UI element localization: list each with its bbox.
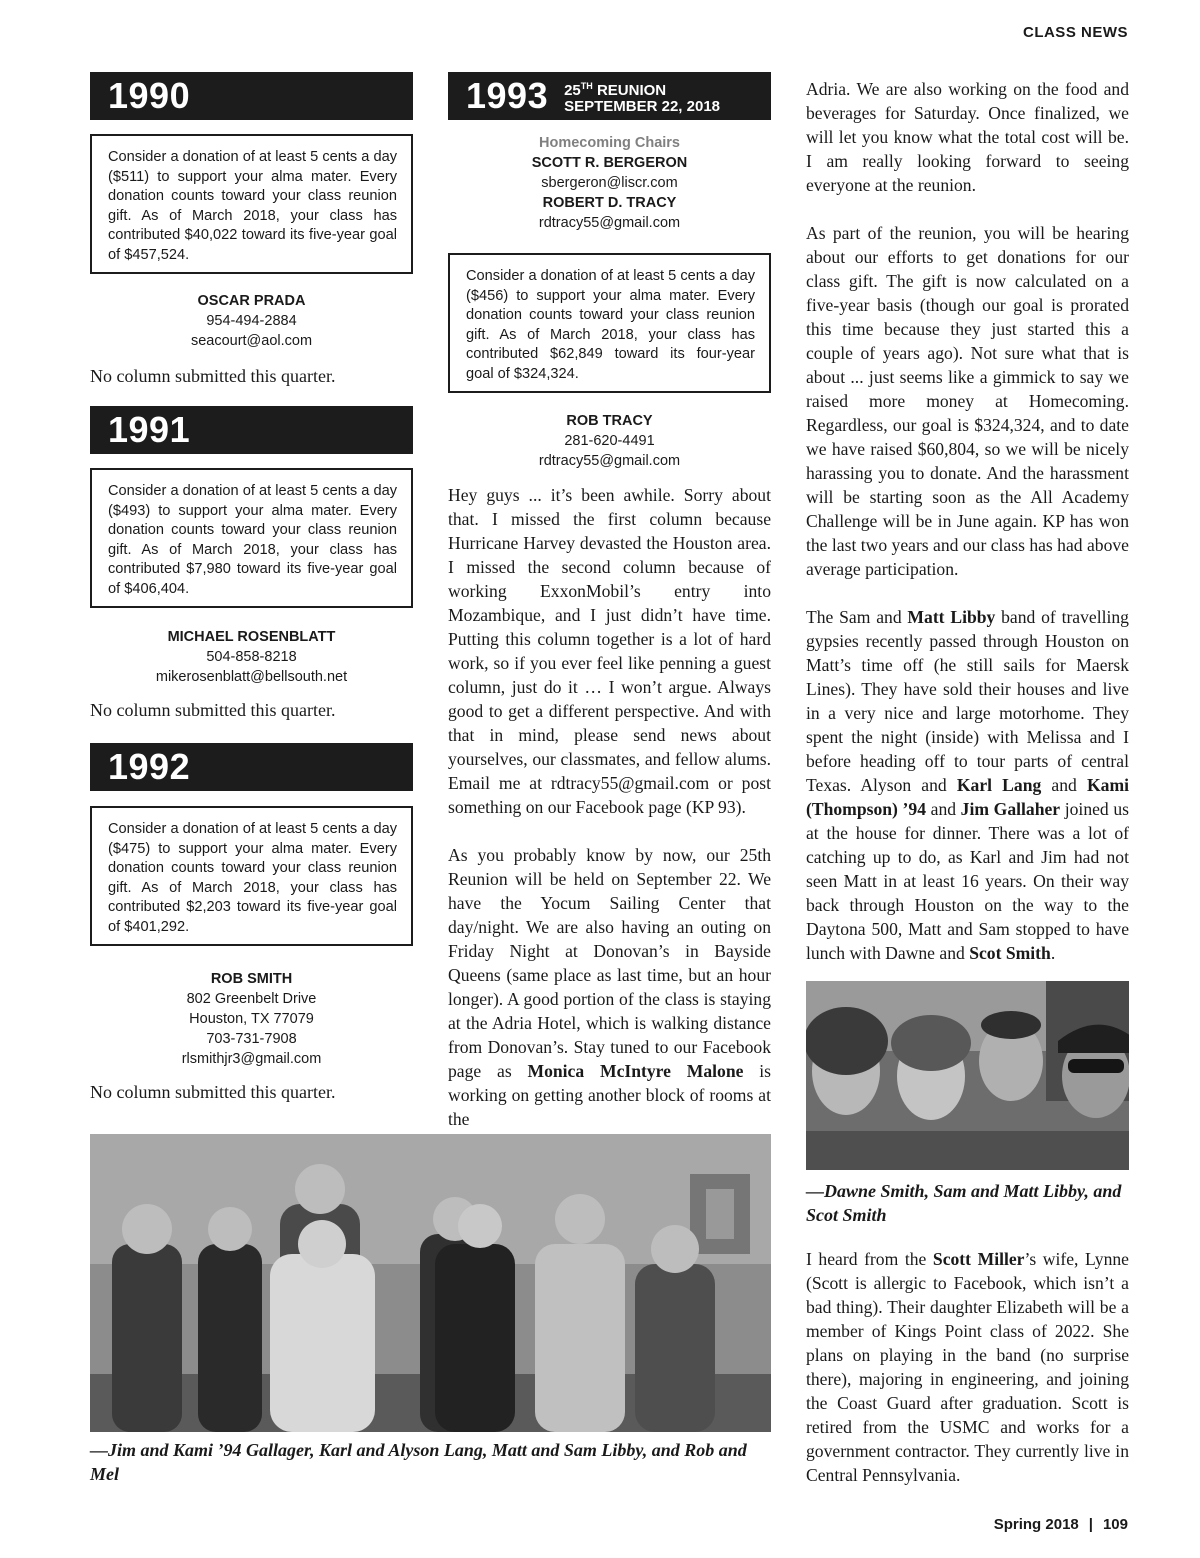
text-run: I heard from the bbox=[806, 1249, 933, 1269]
year-label: 1992 bbox=[108, 746, 191, 787]
text-run: The Sam and bbox=[806, 607, 908, 627]
contact-phone: 703-731-7908 bbox=[206, 1031, 297, 1047]
gift-box-1991: Consider a donation of at least 5 cents a day ($493) to support your alma mater. Every donation counts toward your class reunion gift. As of March 2018, your class has contributed $7,980 toward its five-year goal of $406,404. bbox=[90, 468, 413, 608]
contact-email: rdtracy55@gmail.com bbox=[538, 453, 681, 469]
issue-label: Spring 2018 bbox=[993, 1516, 1079, 1533]
contact-name: MICHAEL ROSENBLATT bbox=[167, 629, 336, 645]
gift-box-1990: Consider a donation of at least 5 cents a day ($511) to support your alma mater. Every donation counts toward your class reunion gift. As of March 2018, your class has contributed $40,022 toward its five-year goal of $457,524. bbox=[90, 134, 413, 274]
contact-email: rlsmithjr3@gmail.com bbox=[181, 1051, 322, 1067]
selfie-caption: —Dawne Smith, Sam and Matt Libby, and Scot Smith bbox=[806, 1181, 1122, 1225]
text-run: . bbox=[1050, 943, 1056, 963]
text-run: As you probably know by now, our 25th Reunion will be held on September 22. We have the Yocum Sailing Center that day/night. We are also having an outing on Friday Night at Donovan’s in Bayside Queens (same place as last time, but an hour longer). A good portion of the class is staying at the Adria Hotel, which is walking distance from Donovan’s. Stay tuned to our Facebook page as bbox=[448, 845, 771, 1081]
contact-address-line1: 802 Greenbelt Drive bbox=[186, 991, 317, 1007]
reunion-suffix: TH bbox=[580, 80, 593, 91]
reunion-word: REUNION bbox=[596, 81, 667, 99]
contact-1991 bbox=[90, 627, 413, 687]
contact-name: OSCAR PRADA bbox=[197, 293, 306, 309]
page-number: 109 bbox=[1102, 1516, 1128, 1533]
no-column-note-1992: No column submitted this quarter. bbox=[90, 1082, 336, 1102]
reunion-info bbox=[564, 78, 720, 115]
contact-phone: 954-494-2884 bbox=[206, 313, 297, 329]
gift-box-1993: Consider a donation of at least 5 cents a day ($456) to support your alma mater. Every donation counts toward your class reunion gift. As of March 2018, your class has contributed $62,849 toward its four-year goal of $324,324. bbox=[448, 253, 771, 393]
year-banner-1992 bbox=[90, 743, 413, 791]
article-column-3 bbox=[806, 77, 1129, 965]
year-label: 1993 bbox=[466, 75, 549, 116]
article-paragraph-4: As part of the reunion, you will be hearing about our efforts to get donations for our class gift. The gift is now calculated on a five-year basis (though our goal is prorated this time because they just started this a couple of years ago). Not sure what that is about ... just seems like a gimmick to say we raised more money at Homecoming. Regardless, our goal is $324,324, and to date we have raised $60,804, so we will be nicely harassing you to donate. And the harassment will be starting soon as the All Academy Challenge will be in June again. KP has won the last two years and our class has had above average participation. bbox=[806, 223, 1129, 579]
bold-name: Matt Libby bbox=[907, 607, 996, 627]
text-run: is working on getting another block of rooms at the bbox=[448, 1061, 771, 1129]
chairs-label: Homecoming Chairs bbox=[539, 135, 680, 151]
year-banner-1991 bbox=[90, 406, 413, 454]
no-column-note-1991: No column submitted this quarter. bbox=[90, 700, 336, 720]
article-column-2 bbox=[448, 483, 771, 1131]
chair1-name: SCOTT R. BERGERON bbox=[531, 155, 688, 171]
year-label: 1991 bbox=[108, 409, 191, 450]
year-banner-1990 bbox=[90, 72, 413, 120]
page-footer bbox=[994, 1516, 1128, 1533]
contact-name: ROB TRACY bbox=[566, 413, 653, 429]
section-header: CLASS NEWS bbox=[1022, 24, 1128, 41]
chair2-email: rdtracy55@gmail.com bbox=[538, 215, 681, 231]
bold-name: Jim Gallaher bbox=[960, 799, 1061, 819]
contact-email: mikerosenblatt@bellsouth.net bbox=[155, 669, 348, 685]
selfie-photo bbox=[806, 981, 1129, 1170]
contact-phone: 504-858-8218 bbox=[206, 649, 297, 665]
text-run: ’s wife, Lynne (Scott is allergic to Facebook, which isn’t a bad thing). Their daughter Elizabeth will be a member of Kings Point class of 2022. She plans on playing in the band (no surprise there), majoring in engineering, and joining the Coast Guard after graduation. Scott is retired from the USMC and works for a government contractor. They currently live in Central Pennsylvania. bbox=[806, 1249, 1129, 1485]
bold-name: Scot Smith bbox=[969, 943, 1051, 963]
text-run: and bbox=[926, 799, 961, 819]
text-run: and bbox=[1041, 775, 1087, 795]
contact-phone: 281-620-4491 bbox=[564, 433, 655, 449]
article-paragraph-2 bbox=[448, 843, 771, 1131]
bold-name: Scott Miller bbox=[932, 1249, 1025, 1269]
contact-1992 bbox=[90, 969, 413, 1069]
reunion-number: 25 bbox=[564, 81, 581, 99]
text-run: band of travelling gypsies recently passed through Houston on Matt’s time off (he still sails for Maersk Lines). They have sold their houses and live in a very nice and large motorhome. They spent the night (inside) with Melissa and I before heading off to tour parts of central Texas. Alyson and bbox=[806, 607, 1129, 795]
text-run: joined us at the house for dinner. There was a lot of catching up to do, as Karl and Jim had not seen Matt in at least 16 years. On their way back through Houston on the way to the Daytona 500, Matt and Sam stopped to have lunch with Dawne and bbox=[806, 799, 1129, 963]
year-label: 1990 bbox=[108, 75, 191, 116]
group-photo-caption: —Jim and Kami ’94 Gallager, Karl and Alyson Lang, Matt and Sam Libby, and Rob and Mel bbox=[90, 1440, 747, 1484]
article-paragraph-6 bbox=[806, 1247, 1129, 1487]
homecoming-chairs bbox=[448, 133, 771, 233]
contact-email: seacourt@aol.com bbox=[190, 333, 313, 349]
bold-name: Kami (Thompson) ’94 bbox=[806, 775, 1130, 819]
contact-address-line2: Houston, TX 77079 bbox=[189, 1011, 314, 1027]
gift-box-1992: Consider a donation of at least 5 cents a day ($475) to support your alma mater. Every donation counts toward your class reunion gift. As of March 2018, your class has contributed $2,203 toward its five-year goal of $401,292. bbox=[90, 806, 413, 946]
selfie-photo-illustration bbox=[806, 981, 1129, 1170]
bold-name: Monica McIntyre Malone bbox=[527, 1061, 744, 1081]
contact-name: ROB SMITH bbox=[210, 971, 293, 987]
contact-1993 bbox=[448, 411, 771, 471]
chair2-name: ROBERT D. TRACY bbox=[542, 195, 677, 211]
article-paragraph-5 bbox=[806, 605, 1129, 965]
article-paragraph-1: Hey guys ... it’s been awhile. Sorry about that. I missed the first column because Hurricane Harvey devasted the Houston area. I missed the second column because of working ExxonMobil’s entry into Mozambique, and I just didn’t have time. Putting this column together is a lot of hard work, so if you ever feel like penning a guest column, just do it … I won’t argue. Always good to get a different perspective. And with that in mind, please send news about yourselves, our classmates, and fellow alums. Email me at rdtracy55@gmail.com or post something on our Facebook page (KP 93). bbox=[448, 485, 771, 817]
group-photo-illustration bbox=[90, 1134, 771, 1432]
article-column-3b bbox=[806, 1247, 1129, 1487]
no-column-note-1990: No column submitted this quarter. bbox=[90, 366, 336, 386]
chair1-email: sbergeron@liscr.com bbox=[541, 175, 678, 191]
footer-separator: | bbox=[1088, 1516, 1093, 1533]
bold-name: Karl Lang bbox=[956, 775, 1042, 795]
reunion-date: SEPTEMBER 22, 2018 bbox=[564, 97, 720, 115]
year-banner-1993 bbox=[448, 72, 771, 120]
article-paragraph-3: Adria. We are also working on the food and beverages for Saturday. Once finalized, we will let you know what the total cost will be. I am really looking forward to seeing everyone at the reunion. bbox=[806, 79, 1129, 195]
group-photo bbox=[90, 1134, 771, 1432]
contact-1990 bbox=[90, 291, 413, 351]
